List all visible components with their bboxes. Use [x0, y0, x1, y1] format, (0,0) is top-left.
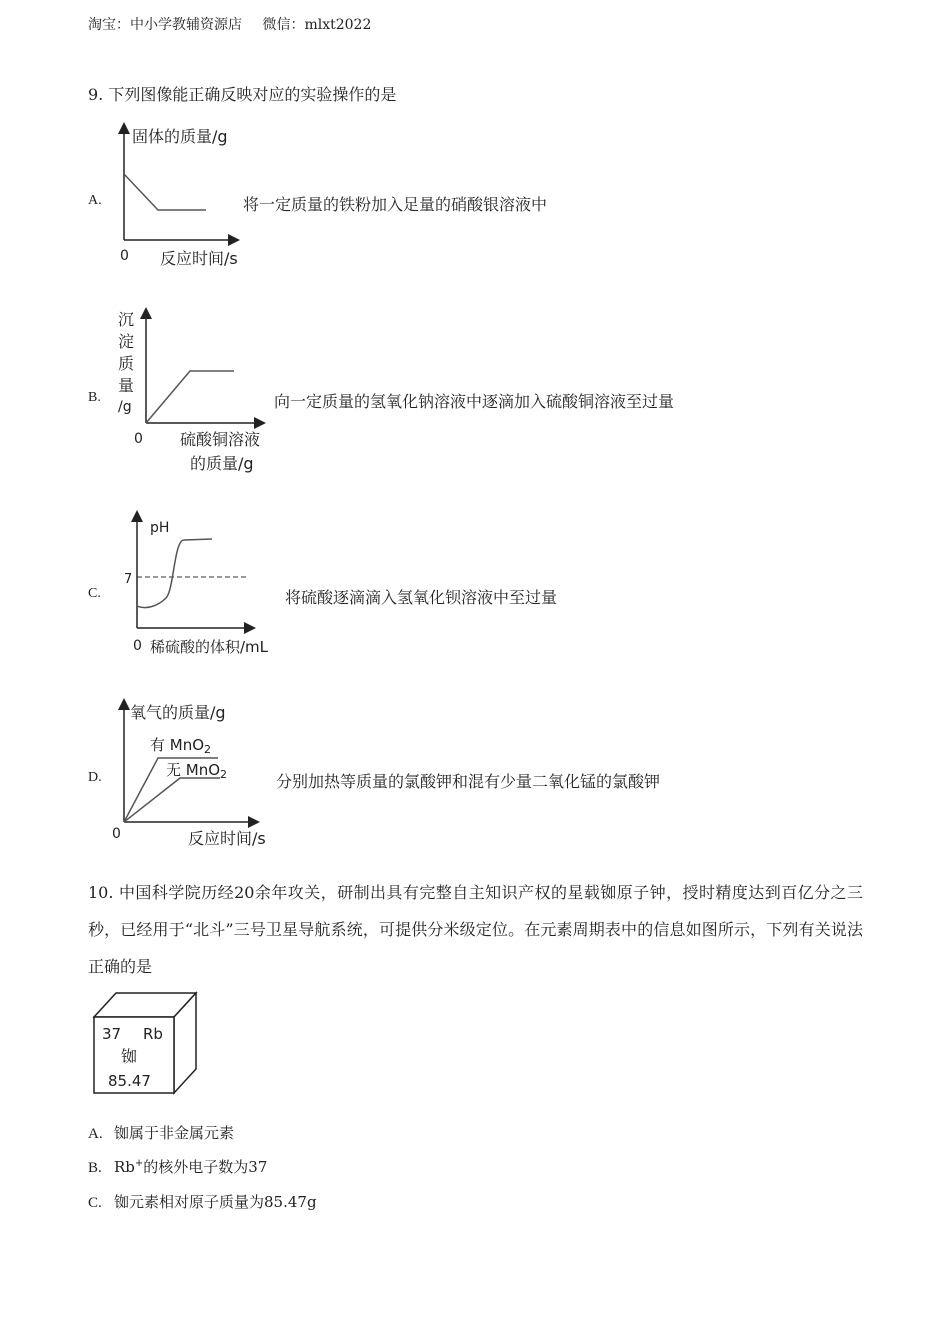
- x-label: 反应时间/s: [188, 829, 266, 848]
- y-label-line: /g: [118, 399, 132, 415]
- y-label: 氧气的质量/g: [130, 703, 226, 722]
- element-symbol: Rb: [143, 1025, 163, 1043]
- curve: [137, 539, 212, 608]
- q9-option-d-letter: D.: [88, 770, 102, 785]
- origin-label: 0: [120, 248, 129, 264]
- origin-label: 0: [133, 638, 142, 654]
- page-header: [88, 14, 371, 34]
- x-label-line: 的质量/g: [190, 454, 254, 473]
- y-label-line: 淀: [118, 332, 135, 351]
- y-label: 固体的质量/g: [132, 127, 228, 146]
- q10-option-a-text: 铷属于非金属元素: [114, 1124, 235, 1142]
- q9-option-c-letter: C.: [88, 586, 101, 601]
- origin-label: 0: [134, 431, 143, 447]
- x-label: 稀硫酸的体积/mL: [150, 638, 269, 656]
- header-wechat: 微信：mlxt2022: [262, 17, 372, 33]
- q10-option-b-symbol: Rb: [114, 1158, 135, 1176]
- y-label-line: 量: [118, 376, 135, 395]
- curve: [124, 174, 206, 210]
- q10-option-b-letter: B.: [88, 1160, 102, 1176]
- element-name: 铷: [121, 1047, 138, 1066]
- header-shop: 淘宝：中小学教辅资源店: [88, 17, 242, 33]
- q9-graph-c: [112, 510, 284, 662]
- q10-option-b: [88, 1156, 267, 1177]
- q10-option-a-letter: A.: [88, 1126, 103, 1142]
- q9-graph-d: [110, 698, 280, 852]
- y-tick-7: 7: [124, 572, 133, 587]
- curve: [146, 371, 234, 423]
- q9-option-b-text: 向一定质量的氢氧化钠溶液中逐滴加入硫酸铜溶液至过量: [274, 392, 675, 411]
- q10-option-b-charge: +: [134, 1158, 144, 1169]
- element-mass: 85.47: [108, 1072, 151, 1090]
- q10-option-b-text: 的核外电子数为37: [143, 1158, 268, 1176]
- y-label: pH: [150, 520, 170, 536]
- q9-option-a-letter: A.: [88, 193, 102, 208]
- element-number: 37: [102, 1025, 122, 1043]
- q9-option-c-text: 将硫酸逐滴滴入氢氧化钡溶液中至过量: [285, 588, 558, 607]
- q9-option-b-letter: B.: [88, 390, 101, 405]
- q9-option-a-text: 将一定质量的铁粉加入足量的硝酸银溶液中: [243, 195, 548, 214]
- q9-stem: 9. 下列图像能正确反映对应的实验操作的是: [88, 85, 397, 104]
- q10-option-c-text: 铷元素相对原子质量为85.47g: [114, 1193, 317, 1211]
- q10-option-c-letter: C.: [88, 1195, 102, 1211]
- x-label: 反应时间/s: [160, 249, 238, 268]
- q10-option-a: [88, 1122, 234, 1143]
- q9-option-d-text: 分别加热等质量的氯酸钾和混有少量二氧化锰的氯酸钾: [276, 772, 661, 791]
- origin-label: 0: [112, 826, 121, 842]
- x-label-line: 硫酸铜溶液: [180, 430, 261, 449]
- curve-without-mno2: [124, 778, 220, 822]
- q10-stem: 10. 中国科学院历经20余年攻关，研制出具有完整自主知识产权的星载铷原子钟，授时精度达到百亿分之三秒，已经用于“北斗”三号卫星导航系统，可提供分米级定位。在元素周期表中的信息如图所示，下列有关说法正确的是: [88, 883, 863, 976]
- q10-option-c: [88, 1191, 317, 1212]
- q9-graph-a: [108, 122, 248, 272]
- q9-graph-b: [110, 305, 275, 477]
- element-tile-rubidium: [90, 990, 202, 1096]
- line1-label: 有 MnO$_2$: [150, 736, 212, 756]
- line2-label: 无 MnO$_2$: [166, 761, 228, 781]
- y-label-line: 质: [118, 354, 135, 373]
- y-label-line: 沉: [118, 310, 135, 329]
